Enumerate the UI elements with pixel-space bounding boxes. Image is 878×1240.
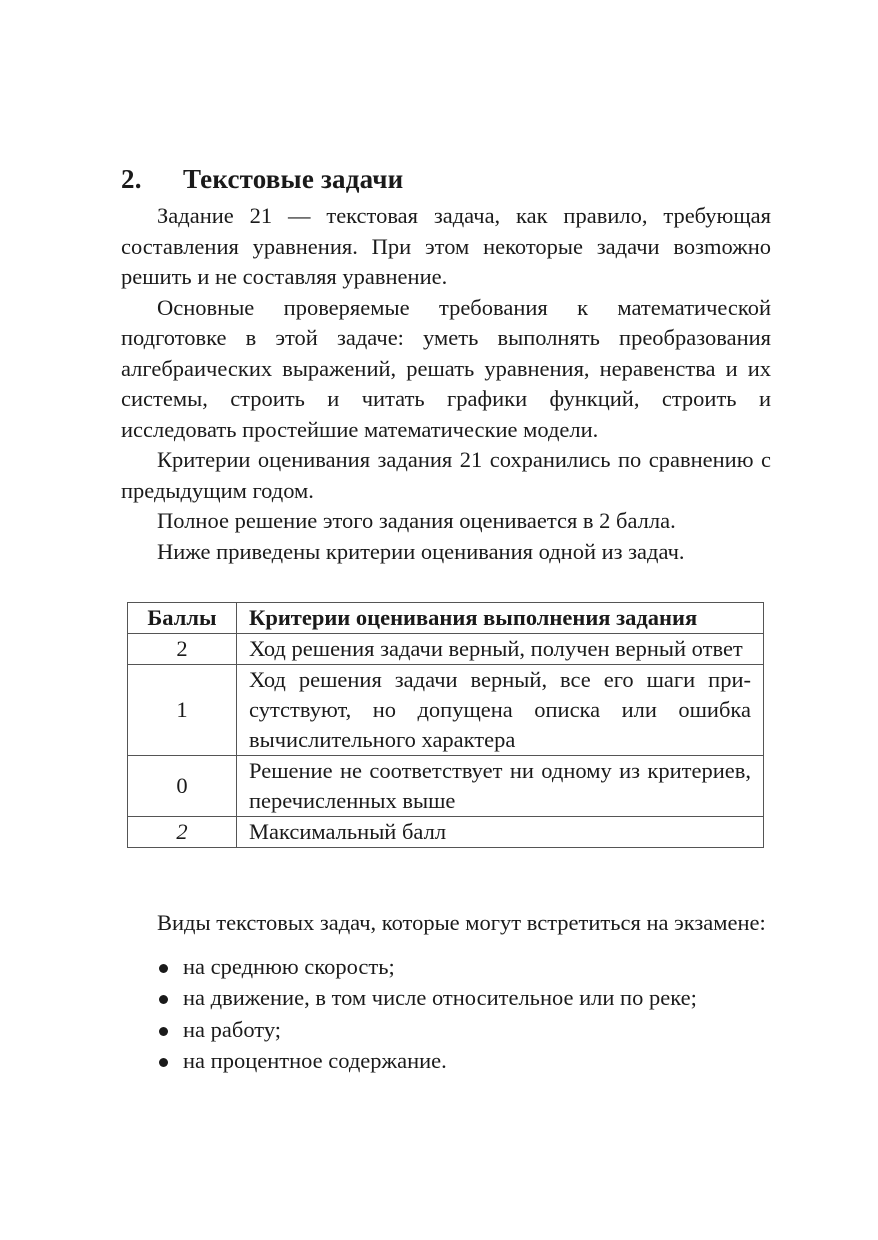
criteria-table: [127, 602, 764, 848]
list-item: [121, 951, 771, 983]
section-title: Текстовые задачи: [183, 164, 404, 194]
criteria-cell: Решение не соответствует ни одному из критериев, перечисленных выше: [237, 756, 764, 817]
list-item-text: на среднюю скорость;: [183, 953, 395, 979]
bullet-icon: [159, 1027, 168, 1036]
task-types-section: [121, 908, 771, 1077]
paragraph-requirements: Основные проверяемые требования к математической подготовке в этой задаче: уметь выполнять преобразования алгебраических выражений, решать уравнения, неравенства и их системы, строить и читать графики функций, строить и исследовать простейшие математические модели.: [121, 294, 771, 442]
table-row: [128, 634, 764, 665]
list-item-text: на процентное содержание.: [183, 1048, 447, 1073]
criteria-cell: Ход решения задачи верный, получен верный ответ: [237, 634, 764, 665]
task-types-list: [121, 951, 771, 1077]
table-row: [128, 756, 764, 817]
table-row-max-score: [128, 817, 764, 848]
table-header-row: [128, 603, 764, 634]
list-item: [121, 1045, 771, 1077]
section-heading: [121, 164, 403, 195]
section-number: 2.: [121, 164, 142, 194]
list-item: [121, 1014, 771, 1046]
bullet-icon: [159, 1058, 168, 1067]
header-score: Баллы: [128, 603, 237, 634]
list-item-text: на движение, в том числе относительное или по реке;: [183, 985, 697, 1010]
paragraph-criteria-intro: Ниже приведены критерии оценивания одной из задач.: [157, 538, 685, 564]
paragraph-max-score: Полное решение этого задания оценивается в 2 балла.: [157, 508, 676, 533]
bullet-icon: [159, 964, 168, 973]
list-item: [121, 982, 771, 1014]
task-types-intro: Виды текстовых задач, которые могут встретиться на экзамене:: [157, 910, 766, 935]
max-score-label: Максимальный балл: [237, 817, 764, 848]
max-score-cell: 2: [128, 817, 237, 848]
header-criteria: Критерии оценивания выполнения задания: [237, 603, 764, 634]
intro-text: [121, 201, 771, 567]
paragraph-criteria-unchanged: Критерии оценивания задания 21 сохранились по сравнению с предыдущим годом.: [121, 447, 771, 503]
bullet-icon: [159, 995, 168, 1004]
list-item-text: на работу;: [183, 1016, 282, 1042]
score-cell: 2: [128, 634, 237, 665]
criteria-cell: Ход решения задачи верный, все его шаги присутствуют, но допущена описка или ошибка вычислительного характера: [237, 665, 764, 756]
paragraph-task-description: Задание 21 — текстовая задача, как правило, требующая составления уравнения. При этом некоторые задачи возmожно решить и не составляя уравнение.: [121, 203, 771, 289]
score-cell: 0: [128, 756, 237, 817]
table-row: [128, 665, 764, 756]
score-cell: 1: [128, 665, 237, 756]
